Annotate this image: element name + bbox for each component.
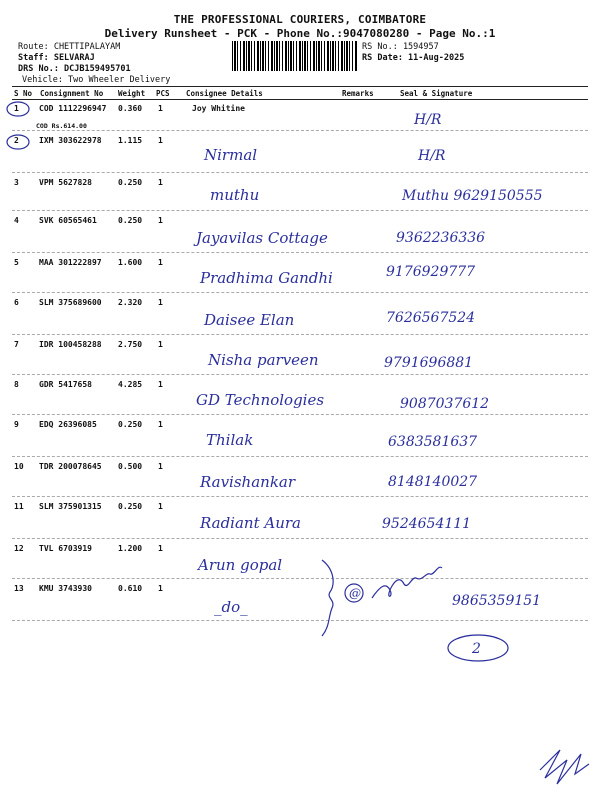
row-sno: 3 [14, 178, 19, 187]
handwritten-signature: 9362236336 [396, 230, 486, 246]
row-consignment: IDR 100458288 [39, 340, 102, 349]
row-sno: 10 [14, 462, 24, 471]
vehicle-label: Vehicle: Two Wheeler Delivery [22, 75, 171, 85]
handwritten-signature: 9865359151 [452, 593, 542, 609]
row-pcs: 1 [158, 502, 163, 511]
row-pcs: 1 [158, 380, 163, 389]
row-weight: 2.320 [118, 298, 143, 307]
handwritten-name: Thilak [206, 431, 254, 449]
row-consignment: SVK 60565461 [39, 216, 97, 225]
row-sno: 13 [14, 584, 24, 593]
row-weight: 0.250 [118, 420, 143, 429]
handwritten-signature: 9791696881 [384, 355, 474, 371]
handwritten-name: muthu [210, 186, 260, 204]
row-consignment: VPM 5627828 [39, 178, 92, 187]
row-weight: 1.200 [118, 544, 143, 553]
row-consignment: TVL 6703919 [39, 544, 92, 553]
handwritten-name: Nirmal [204, 146, 258, 164]
remark-at: @ [349, 586, 361, 600]
handwritten-name: Arun gopal [198, 556, 283, 574]
row-sno: 8 [14, 380, 19, 389]
row-pcs: 1 [158, 340, 163, 349]
sno-circle-2 [7, 135, 29, 149]
row-consignment: MAA 301222897 [39, 258, 102, 267]
row-details: Joy Whitine [192, 104, 245, 113]
row-weight: 2.750 [118, 340, 143, 349]
row-sno: 5 [14, 258, 19, 267]
row-consignment: GDR 5417658 [39, 380, 92, 389]
row-pcs: 1 [158, 298, 163, 307]
row-pcs: 1 [158, 216, 163, 225]
handwritten-signature: 9524654111 [382, 516, 472, 532]
handwritten-signature: 7626567524 [386, 310, 476, 326]
drs-label: DRS No.: DCJB159495701 [18, 64, 131, 74]
row-pcs: 1 [158, 178, 163, 187]
col-pcs: PCS [156, 89, 170, 98]
company-title: THE PROFESSIONAL COURIERS, COIMBATORE [173, 13, 427, 26]
row-pcs: 1 [158, 258, 163, 267]
row-cod-amount: COD Rs.614.00 [36, 122, 87, 130]
handwritten-signature: 6383581637 [388, 434, 478, 450]
staff-label: Staff: SELVARAJ [18, 53, 95, 63]
bracket-mark [322, 560, 333, 636]
row-weight: 4.285 [118, 380, 143, 389]
handwritten-name: Radiant Aura [200, 514, 301, 532]
col-details: Consignee Details [186, 89, 263, 98]
row-weight: 0.500 [118, 462, 143, 471]
handwritten-signature: 9087037612 [400, 396, 490, 412]
row-pcs: 1 [158, 104, 163, 113]
corner-scribble [540, 750, 589, 784]
row-weight: 1.600 [118, 258, 143, 267]
col-remarks: Remarks [342, 89, 374, 98]
row-sno: 11 [14, 502, 24, 511]
col-consignment: Consignment No [40, 89, 104, 98]
row-pcs: 1 [158, 136, 163, 145]
col-weight: Weight [118, 89, 146, 98]
row-sno: 7 [14, 340, 19, 349]
handwritten-name: Pradhima Gandhi [200, 269, 333, 287]
handwritten-signature: H/R [414, 112, 442, 128]
row-sno: 1 [14, 104, 19, 113]
row-pcs: 1 [158, 544, 163, 553]
row-consignment: SLM 375901315 [39, 502, 102, 511]
row-weight: 0.250 [118, 216, 143, 225]
col-seal: Seal & Signature [400, 89, 473, 98]
signature-scribble [372, 567, 442, 598]
row-consignment: EDQ 26396085 [39, 420, 97, 429]
row-sno: 2 [14, 136, 19, 145]
row-consignment: COD 1112296947 [39, 104, 107, 113]
row-weight: 0.250 [118, 178, 143, 187]
handwritten-name: Jayavilas Cottage [196, 229, 328, 247]
rs-number: RS No.: 1594957 [362, 42, 439, 52]
handwritten-signature: H/R [418, 148, 446, 164]
row-sno: 9 [14, 420, 19, 429]
handwritten-name: GD Technologies [196, 391, 325, 409]
row-pcs: 1 [158, 462, 163, 471]
handwritten-name: Daisee Elan [204, 311, 295, 329]
handwritten-name: Ravishankar [200, 473, 296, 491]
row-weight: 1.115 [118, 136, 143, 145]
handwritten-signature: Muthu 9629150555 [402, 188, 543, 204]
row-consignment: KMU 3743930 [39, 584, 92, 593]
row-consignment: TDR 200078645 [39, 462, 102, 471]
handwritten-signature: 9176929777 [386, 264, 476, 280]
row-sno: 12 [14, 544, 24, 553]
rs-date: RS Date: 11-Aug-2025 [362, 53, 465, 63]
row-pcs: 1 [158, 420, 163, 429]
route-label: Route: CHETTIPALAYAM [18, 42, 121, 52]
row-pcs: 1 [158, 584, 163, 593]
sno-circle-1 [7, 102, 29, 116]
row-consignment: SLM 375689600 [39, 298, 102, 307]
runsheet-subtitle: Delivery Runsheet - PCK - Phone No.:9047080280 - Page No.:1 [104, 27, 496, 40]
row-sno: 6 [14, 298, 19, 307]
row-weight: 0.360 [118, 104, 143, 113]
col-sno: S No [14, 89, 33, 98]
row-weight: 0.610 [118, 584, 143, 593]
page-number-handwritten: 2 [472, 641, 481, 657]
handwritten-name: Nisha parveen [208, 351, 319, 369]
row-sno: 4 [14, 216, 19, 225]
handwritten-name: _do_ [214, 598, 248, 616]
row-consignment: IXM 303622978 [39, 136, 102, 145]
handwritten-signature: 8148140027 [388, 474, 478, 490]
row-weight: 0.250 [118, 502, 143, 511]
